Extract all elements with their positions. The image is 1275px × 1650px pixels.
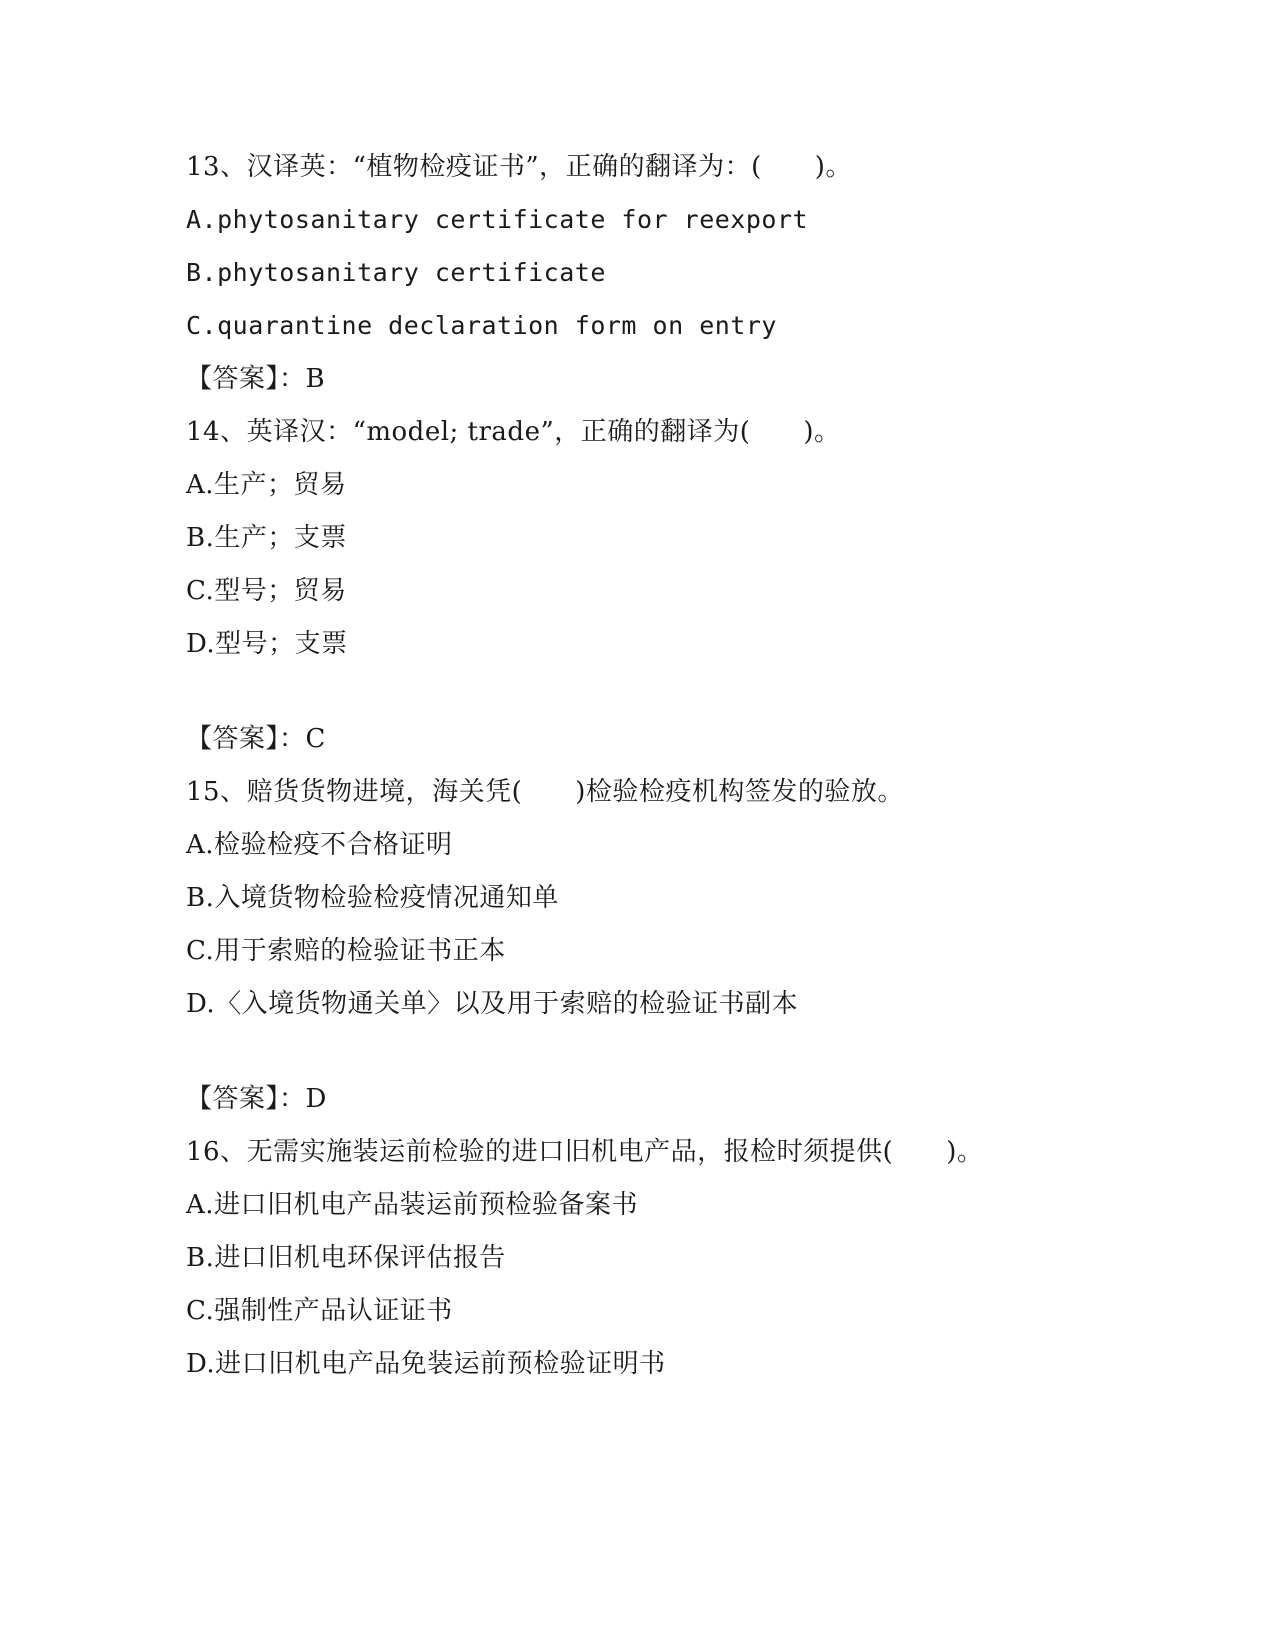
question-15-option-a: A.检验检疫不合格证明 <box>186 830 453 860</box>
question-15-option-c: C.用于索赔的检验证书正本 <box>186 936 506 966</box>
question-16-option-a: A.进口旧机电产品装运前预检验备案书 <box>186 1190 639 1220</box>
question-14-option-a: A.生产；贸易 <box>186 470 347 500</box>
question-16-option-b: B.进口旧机电环保评估报告 <box>186 1243 506 1273</box>
question-14-answer: 【答案】：C <box>186 724 326 754</box>
question-15-option-b: B.入境货物检验检疫情况通知单 <box>186 883 559 913</box>
question-16-option-c: C.强制性产品认证证书 <box>186 1296 453 1326</box>
question-13-stem: 13、汉译英：“植物检疫证书”，正确的翻译为：( )。 <box>186 152 852 182</box>
question-14-option-c: C.型号；贸易 <box>186 576 347 606</box>
question-13-option-b: B.phytosanitary certificate <box>186 258 606 287</box>
question-16-option-d: D.进口旧机电产品免装运前预检验证明书 <box>186 1349 666 1379</box>
question-14-option-b: B.生产；支票 <box>186 523 347 553</box>
question-16-stem: 16、无需实施装运前检验的进口旧机电产品，报检时须提供( )。 <box>186 1137 984 1167</box>
question-15-option-d: D.〈入境货物通关单〉以及用于索赔的检验证书副本 <box>186 989 799 1019</box>
question-15-answer: 【答案】：D <box>186 1084 327 1114</box>
question-14-stem: 14、英译汉：“model; trade”，正确的翻译为( )。 <box>186 417 841 447</box>
question-13-answer: 【答案】：B <box>186 364 326 394</box>
question-13-option-a: A.phytosanitary certificate for reexport <box>186 205 809 234</box>
question-14-option-d: D.型号；支票 <box>186 629 348 659</box>
question-13-option-c: C.quarantine declaration form on entry <box>186 311 777 340</box>
question-15-stem: 15、赔货货物进境，海关凭( )检验检疫机构签发的验放。 <box>186 777 904 807</box>
